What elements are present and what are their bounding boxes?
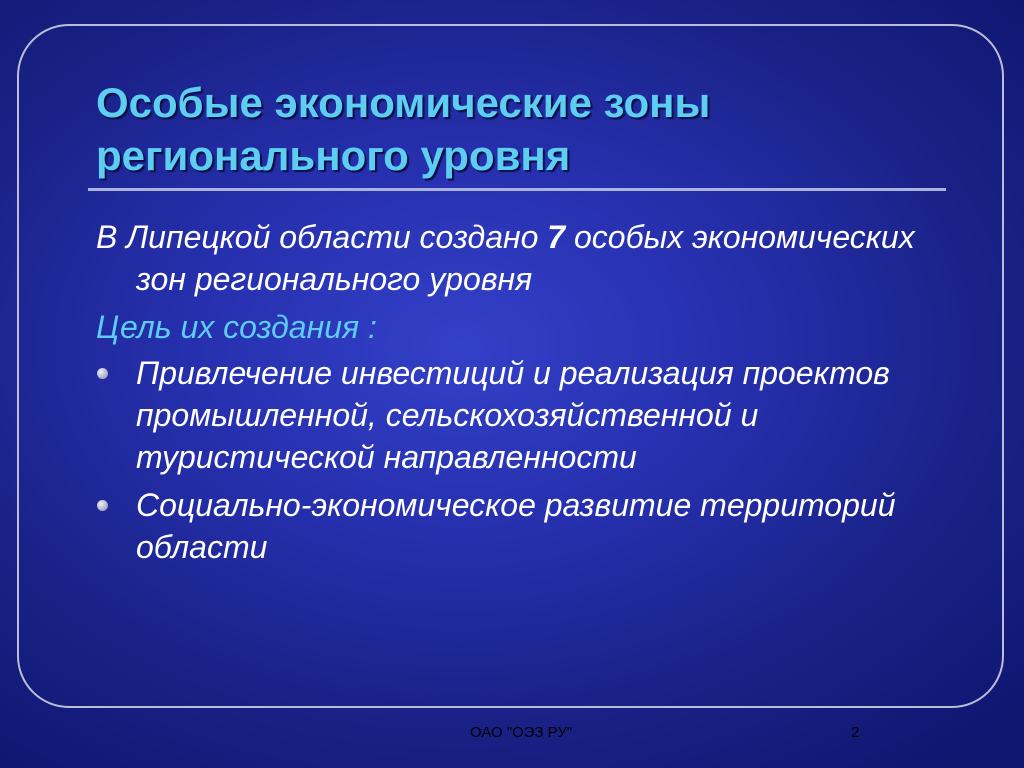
title-divider [88, 188, 946, 191]
footer-company: ОАО "ОЭЗ РУ" [470, 724, 573, 741]
page-number: 2 [851, 724, 860, 741]
bullet-icon [97, 368, 108, 379]
list-item [96, 484, 956, 568]
list-item-text: Социально-экономическое развитие территорий области [136, 487, 896, 565]
intro-text-after: особых экономических зон регионального уровня [136, 219, 915, 297]
list-item-text: Привлечение инвестиций и реализация проектов промышленной, сельскохозяйственной и туристической направленности [136, 355, 890, 475]
bullet-icon [97, 500, 108, 511]
list-item [96, 352, 956, 478]
intro-text-before: В Липецкой области создано [96, 219, 548, 255]
goal-heading: Цель их создания : [96, 309, 377, 345]
slide-title: Особые экономические зоны регионального уровня [96, 79, 711, 179]
zone-count: 7 [547, 219, 566, 255]
intro-paragraph [96, 216, 956, 300]
slide-body [96, 216, 956, 574]
